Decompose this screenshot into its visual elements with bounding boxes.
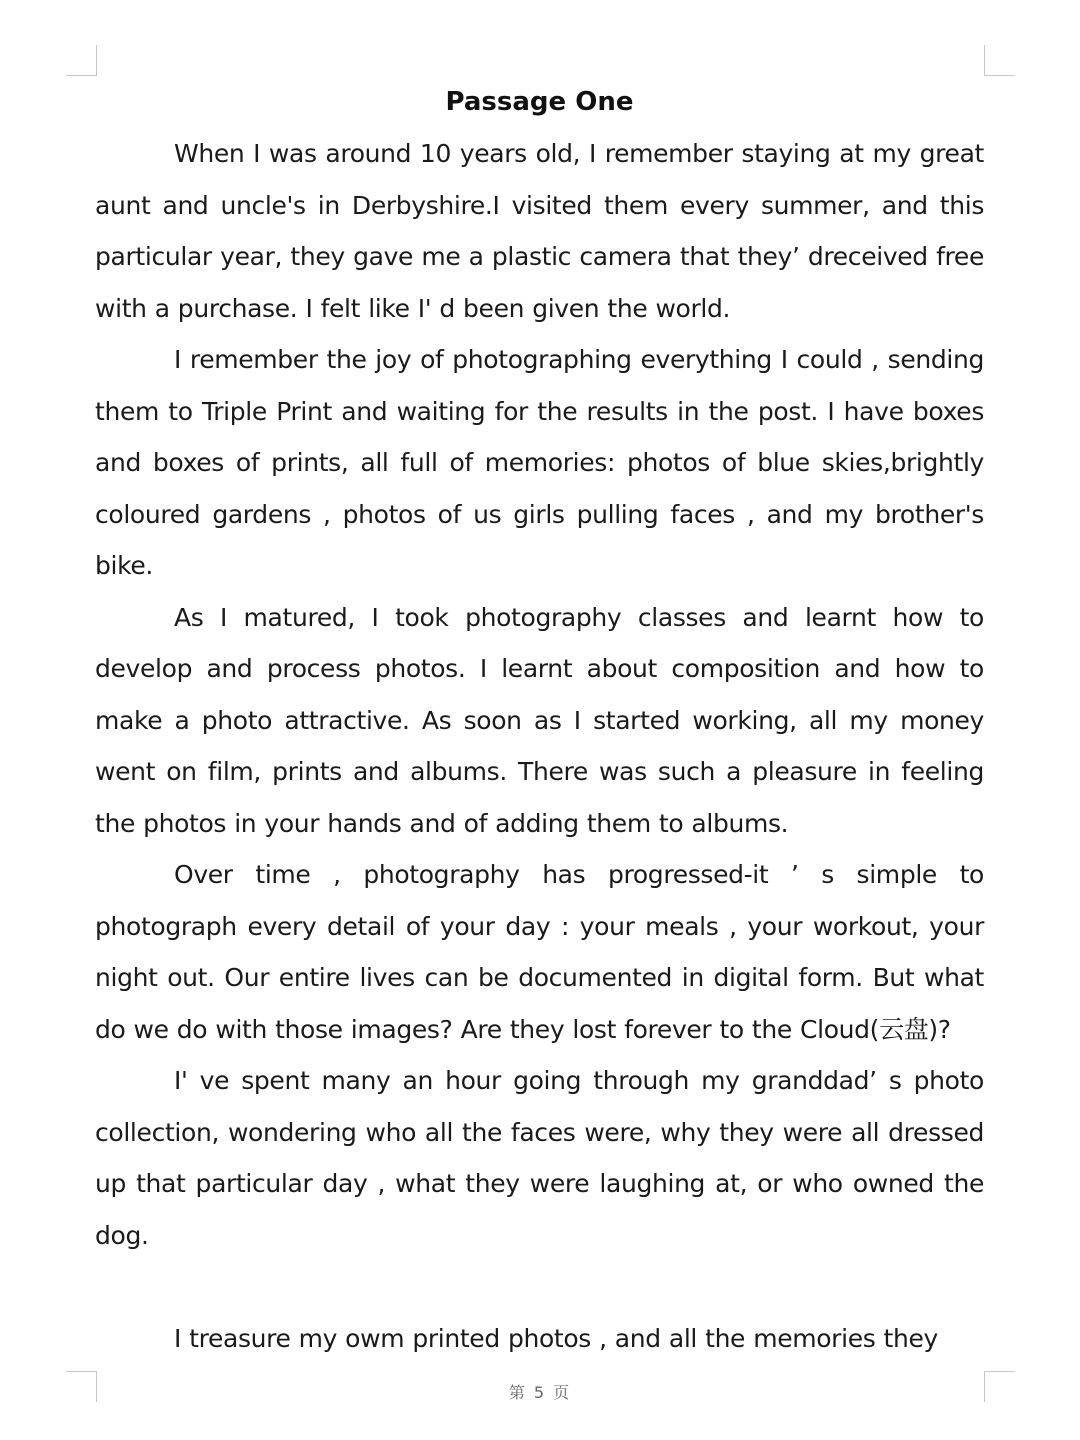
passage-body xyxy=(95,128,984,1364)
paragraph-4: Over time , photography has progressed-it ’ s simple to photograph every detail of your day : your meals , your workout, your night out. Our entire lives can be documented in digital form. But what do we do with those images? Are they lost forever to the Cloud(云盘)? xyxy=(95,860,984,1044)
paragraph-6: I treasure my owm printed photos , and all the memories they xyxy=(174,1323,938,1353)
paragraph-5: I' ve spent many an hour going through my granddad’ s photo collection, wondering who all the faces were, why they were all dressed up that particular day , what they were laughing at, or who owned the dog. xyxy=(95,1066,984,1250)
page-number: 第 5 页 xyxy=(508,1383,572,1402)
paragraph-1: When I was around 10 years old, I remember staying at my great aunt and uncle's in Derbyshire.I visited them every summer, and this particular year, they gave me a plastic camera that they’ dreceived free with a purchase. I felt like I' d been given the world. xyxy=(95,139,984,323)
crop-mark-top-right xyxy=(984,45,1015,76)
paragraph-2: I remember the joy of photographing everything I could , sending them to Triple Print and waiting for the results in the post. I have boxes and boxes of prints, all full of memories: photos of blue skies,brightly coloured gardens , photos of us girls pulling faces , and my brother's bike. xyxy=(95,345,984,580)
paragraph-3: As I matured, I took photography classes and learnt how to develop and process photos. I learnt about composition and how to make a photo attractive. As soon as I started working, all my money went on film, prints and albums. There was such a pleasure in feeling the photos in your hands and of adding them to albums. xyxy=(95,602,984,838)
crop-mark-top-left xyxy=(66,45,97,76)
passage-title: Passage One xyxy=(445,87,634,117)
